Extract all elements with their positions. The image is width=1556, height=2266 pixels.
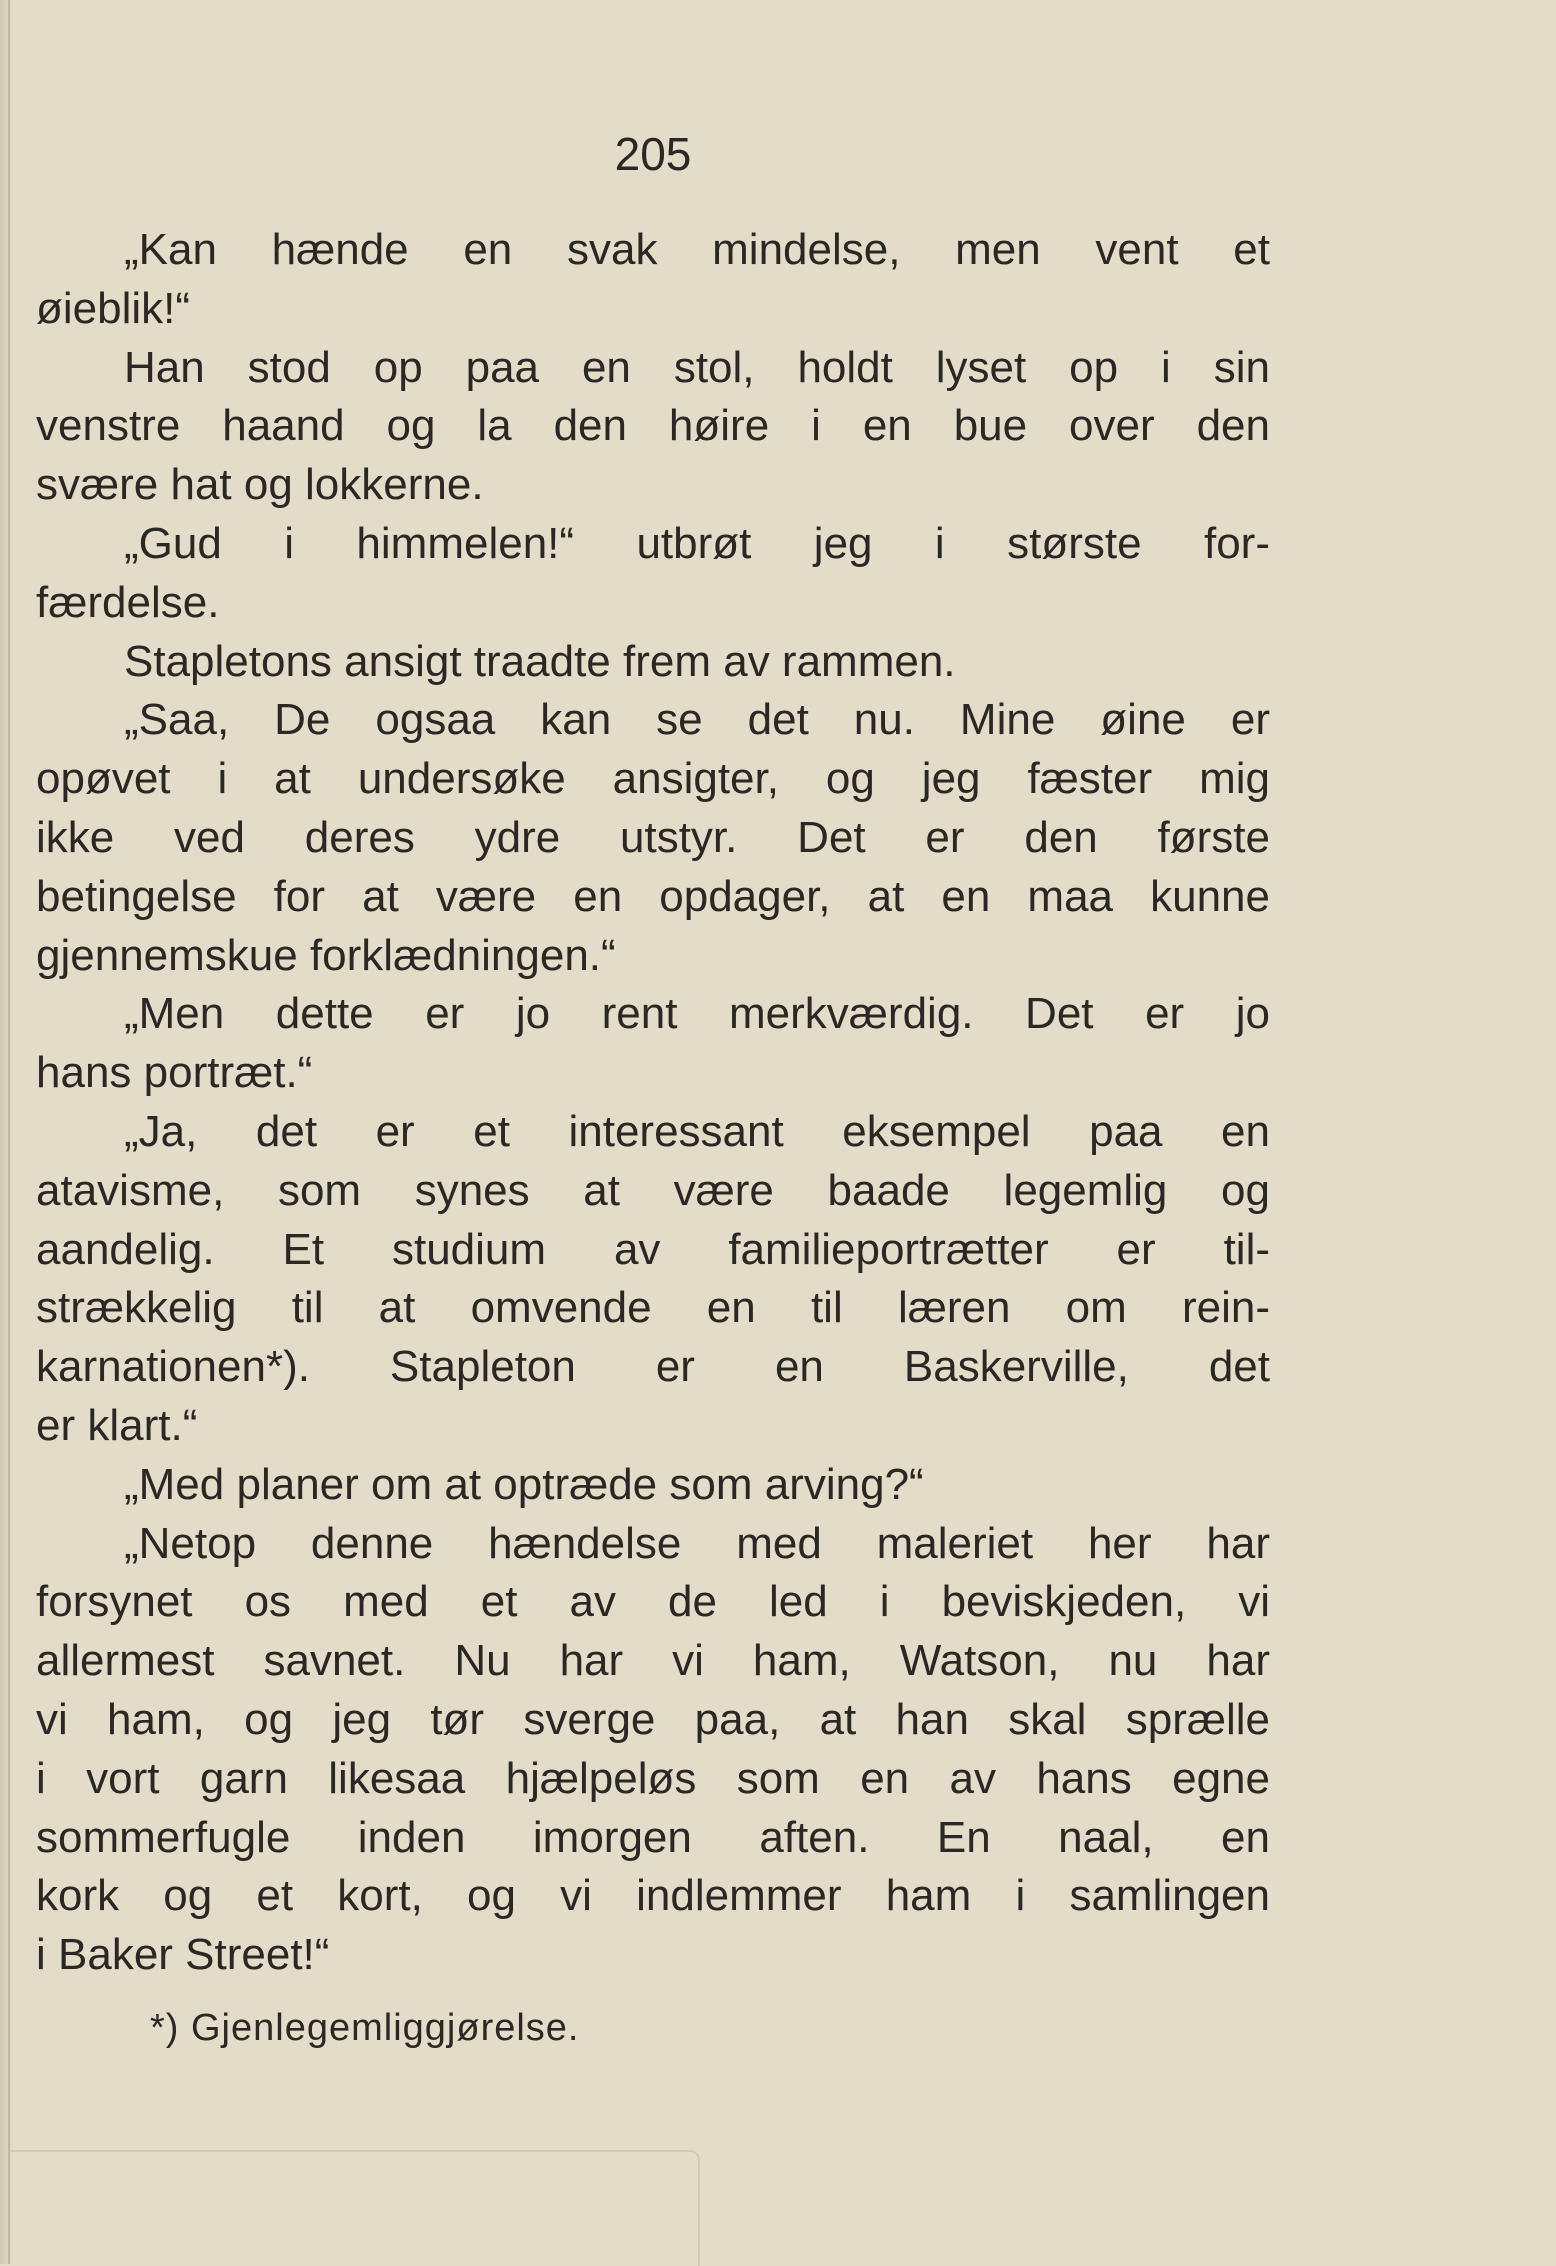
text-line: Han stod op paa en stol, holdt lyset op i sin bbox=[124, 342, 1270, 392]
text-line: betingelse for at være en opdager, at en maa kunne bbox=[36, 871, 1270, 921]
text-line: „Kan hænde en svak mindelse, men vent et bbox=[124, 225, 1270, 274]
text-line: Stapletons ansigt traadte frem av rammen. bbox=[124, 636, 956, 686]
text-line: „Med planer om at optræde som arving?“ bbox=[124, 1459, 924, 1509]
text-line: i vort garn likesaa hjælpeløs som en av hans egne bbox=[36, 1753, 1270, 1803]
text-line: gjennemskue forklædningen.“ bbox=[36, 930, 616, 980]
text-line: er klart.“ bbox=[36, 1400, 198, 1450]
page-stain bbox=[10, 2150, 700, 2266]
footnote: *) Gjenlegemliggjørelse. bbox=[150, 2007, 580, 2049]
text-line: venstre haand og la den høire i en bue over den bbox=[36, 401, 1270, 451]
text-line: „Ja, det er et interessant eksempel paa en bbox=[124, 1106, 1270, 1156]
text-line: aandelig. Et studium av familieportrætter er til- bbox=[36, 1224, 1270, 1274]
text-line: karnationen*). Stapleton er en Baskerville, det bbox=[36, 1342, 1270, 1392]
page-edge bbox=[0, 0, 14, 2264]
page-edge-line bbox=[8, 0, 10, 2264]
text-line: øieblik!“ bbox=[36, 283, 191, 333]
text-line: opøvet i at undersøke ansigter, og jeg fæster mig bbox=[36, 754, 1270, 804]
text-line: atavisme, som synes at være baade legemlig og bbox=[36, 1165, 1270, 1215]
text-line: „Gud i himmelen!“ utbrøt jeg i største for- bbox=[124, 518, 1270, 568]
text-line: allermest savnet. Nu har vi ham, Watson, nu har bbox=[36, 1636, 1270, 1686]
body-text bbox=[36, 221, 1270, 1985]
text-line: strækkelig til at omvende en til læren om rein- bbox=[36, 1283, 1270, 1333]
text-line: hans portræt.“ bbox=[36, 1048, 313, 1098]
text-line: ikke ved deres ydre utstyr. Det er den første bbox=[36, 812, 1270, 862]
text-line: svære hat og lokkerne. bbox=[36, 460, 484, 510]
text-line: forsynet os med et av de led i beviskjeden, vi bbox=[36, 1577, 1270, 1627]
text-line: „Saa, De ogsaa kan se det nu. Mine øine er bbox=[124, 695, 1270, 745]
text-line: færdelse. bbox=[36, 577, 220, 627]
text-line: „Netop denne hændelse med maleriet her har bbox=[124, 1518, 1270, 1568]
page-number: 205 bbox=[614, 128, 692, 180]
text-line: „Men dette er jo rent merkværdig. Det er jo bbox=[124, 989, 1270, 1039]
text-line: i Baker Street!“ bbox=[36, 1930, 330, 1980]
text-line: vi ham, og jeg tør sverge paa, at han skal sprælle bbox=[36, 1694, 1270, 1744]
text-line: sommerfugle inden imorgen aften. En naal, en bbox=[36, 1812, 1270, 1862]
text-line: kork og et kort, og vi indlemmer ham i samlingen bbox=[36, 1871, 1270, 1921]
